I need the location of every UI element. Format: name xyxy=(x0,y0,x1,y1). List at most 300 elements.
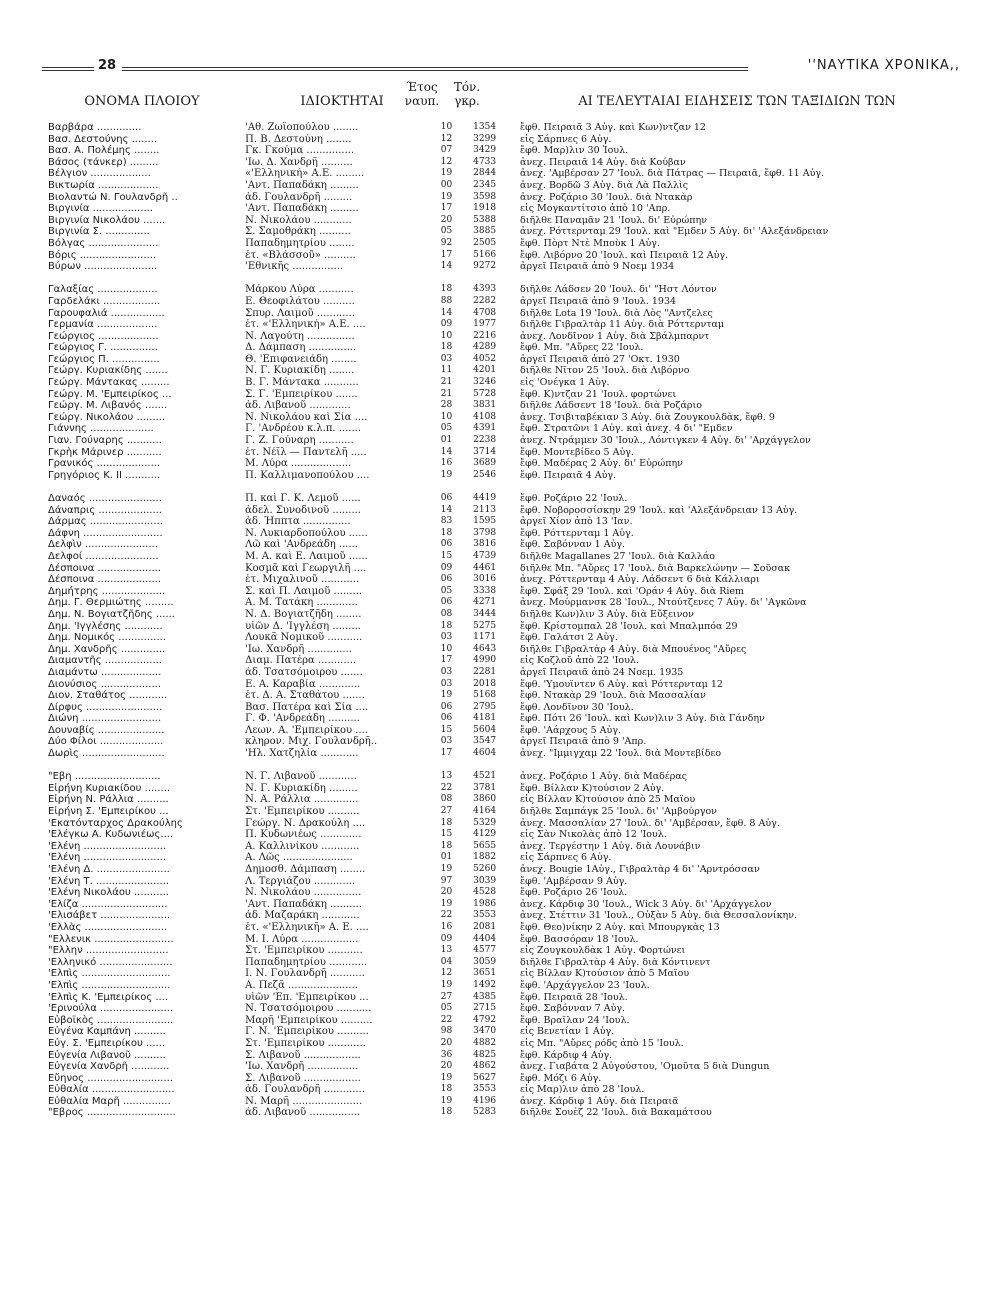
ship-name: Διαμάντω ................... xyxy=(48,666,162,678)
owner-name: Α. Καλλινίκου ............ xyxy=(245,840,360,852)
voyage-news: ἔφθ. Μόζι 6 Αὐγ. xyxy=(520,1072,602,1084)
gross-tons: 1882 xyxy=(473,852,497,863)
year-built: 06 xyxy=(440,701,453,712)
voyage-news: διῆλθε Λάδσεν 20 'Ιουλ. δι' "Ηστ Λόντον xyxy=(520,284,717,296)
ship-name: Δημ. Νομικός ............... xyxy=(48,632,166,644)
year-built: 05 xyxy=(440,423,453,434)
gross-tons: 2345 xyxy=(473,179,497,190)
owner-name: Ν. Νικολάου καὶ Σία .... xyxy=(245,411,368,423)
table-row xyxy=(48,296,978,308)
table-row xyxy=(48,574,978,586)
gross-tons: 3651 xyxy=(473,968,497,979)
year-built: 14 xyxy=(440,446,453,457)
table-row xyxy=(48,377,978,389)
ship-name: Εὐγενία Λιβανοῦ .......... xyxy=(48,1049,166,1061)
gross-tons: 2281 xyxy=(473,666,497,677)
owner-name: Ν. Λαγούτη ............... xyxy=(245,330,355,342)
voyage-news: ἀνεχ. Ροζάριο 30 'Ιουλ. διὰ Ντακὰρ xyxy=(520,191,693,203)
voyage-news: εἰς 'Ονέγκα 1 Αὐγ. xyxy=(520,377,610,389)
year-built: 19 xyxy=(440,898,453,909)
ship-name: Γεώργ. Μάντακας ......... xyxy=(48,377,170,389)
year-built: 19 xyxy=(440,469,453,480)
gross-tons: 3059 xyxy=(473,956,497,967)
gross-tons: 4792 xyxy=(473,1014,497,1025)
owner-name: Μαρῆ 'Εμπειρίκου .......... xyxy=(245,1014,373,1026)
gross-tons: 4129 xyxy=(473,829,497,840)
gross-tons: 4391 xyxy=(473,423,497,434)
year-built: 27 xyxy=(440,991,453,1002)
gross-tons: 4385 xyxy=(473,991,497,1002)
ship-name: Γαλαξίας ................... xyxy=(48,284,158,296)
voyage-news: ἀνεχ. Ροζάριο 1 Αὐγ. διὰ Μαδέρας xyxy=(520,771,688,783)
table-row xyxy=(48,261,978,273)
owner-name: 'Ιω. Χανδρῆ .............. xyxy=(245,643,352,655)
ship-name: 'Ελλὰς .......................... xyxy=(48,921,168,933)
voyage-news: ἀργεῖ Πειραιᾶ ἀπὸ 9 'Ιουλ. 1934 xyxy=(520,295,677,307)
table-row xyxy=(48,505,978,517)
gross-tons: 3338 xyxy=(473,585,497,596)
voyage-news: ἔφθ. Πὸρτ Ντὲ Μποὺκ 1 Αὐγ. xyxy=(520,237,660,249)
voyage-news: ἔφθ. 'Αμβέρσαν 9 Αὐγ. xyxy=(520,875,628,887)
owner-name: Σ. Σαμοθράκη .......... xyxy=(245,226,351,238)
voyage-news: ἔφθ. Μπ. "Αὔρες 22 'Ιουλ. xyxy=(520,342,644,354)
ship-name: Εὐγενία Χανδρῆ ............ xyxy=(48,1061,170,1073)
year-built: 12 xyxy=(440,968,453,979)
voyage-news: εἰς Βίλλαν Κ)τούσιον ἀπὸ 5 Μαΐου xyxy=(520,968,690,980)
gross-tons: 4201 xyxy=(473,365,497,376)
owner-name: Μ. Λύρα ................... xyxy=(245,458,352,470)
year-built: 06 xyxy=(440,539,453,550)
year-built: 20 xyxy=(440,214,453,225)
owner-name: Σ. Γ. 'Εμπειρίκου ....... xyxy=(245,388,358,400)
gross-tons: 4528 xyxy=(473,887,497,898)
table-row xyxy=(48,771,978,783)
gross-tons: 3444 xyxy=(473,608,497,619)
year-built: 92 xyxy=(440,237,453,248)
owner-name: Ν. Νικολάου ............... xyxy=(245,887,362,899)
table-row xyxy=(48,864,978,876)
gross-tons: 5168 xyxy=(473,690,497,701)
year-built: 17 xyxy=(440,748,453,759)
table-row xyxy=(48,945,978,957)
gross-tons: 3781 xyxy=(473,782,497,793)
voyage-news: ἀνεχ. Ρόττερνταμ 29 'Ιουλ. καὶ "Εμδεν 5 Αὐγ. δι' 'Αλεξάνδρειαν xyxy=(520,226,829,238)
ship-name: Βέλγιον ................... xyxy=(48,168,151,180)
voyage-news: ἀνεχ. Μούρμανσκ 28 'Ιουλ., Ντούτζενες 7 Αὐγ. δι' 'Αγκῶνα xyxy=(520,597,807,609)
voyage-news: διῆλθε Lota 19 'Ιουλ. διὰ Λὸς "Αντζελες xyxy=(520,307,713,319)
header-latest-news: ΑΙ ΤΕΛΕΥΤΑΙΑΙ ΕΙΔΗΣΕΙΣ ΤΩΝ ΤΑΞΙΔΙΩΝ ΤΩΝ xyxy=(578,94,896,109)
year-built: 06 xyxy=(440,597,453,608)
gross-tons: 4990 xyxy=(473,655,497,666)
ship-name: Εἰρήνη Κυριακίδου ........ xyxy=(48,782,171,794)
table-row xyxy=(48,250,978,262)
ship-name: Δέσποινα .................... xyxy=(48,574,162,586)
year-built: 18 xyxy=(440,284,453,295)
table-row xyxy=(48,1026,978,1038)
voyage-news: ἔφθ. 'Αρχάγγελον 23 'Ιουλ. xyxy=(520,979,650,991)
ship-name: 'Ελένη .......................... xyxy=(48,852,167,864)
ship-name: Βιργινία Νικολάου ....... xyxy=(48,214,166,226)
ship-name: Γαρδελάκι .................. xyxy=(48,295,161,307)
table-row xyxy=(48,331,978,343)
owner-name: ἐτ. Μιχαλινοῦ ............ xyxy=(245,574,360,586)
gross-tons: 3553 xyxy=(473,1084,497,1095)
table-row xyxy=(48,609,978,621)
table-row xyxy=(48,910,978,922)
table-row xyxy=(48,899,978,911)
table-row xyxy=(48,528,978,540)
gross-tons: 2795 xyxy=(473,701,497,712)
owner-name: ἐτ. «'Ελληνική» Α.Ε. .... xyxy=(245,319,366,331)
gross-tons: 3470 xyxy=(473,1026,497,1037)
owner-name: Π. καὶ Γ. Κ. Λεμοῦ ...... xyxy=(245,493,361,504)
ship-name: Γεώργιος Π. ............... xyxy=(48,353,160,365)
ship-name: Βιργινία Σ. .............. xyxy=(48,226,150,238)
table-row xyxy=(48,157,978,169)
voyage-news: ἀνεχ. Τσιβιταβέκιαν 3 Αὐγ. διὰ Ζουγκουλδὰκ, ἔφθ. 9 xyxy=(520,411,775,423)
gross-tons: 4108 xyxy=(473,411,497,422)
voyage-news: ἀνεχ. Βορδῶ 3 Αὐγ. διὰ Λὰ Παλλὶς xyxy=(520,179,689,191)
year-built: 10 xyxy=(440,643,453,654)
voyage-news: διῆλθε Μπ. "Αὔρες 17 'Ιουλ. διὰ Βαρκελώνην — Σοῦσακ xyxy=(520,562,791,574)
owner-name: Παπαδημητρίου ............ xyxy=(245,956,368,968)
year-built: 22 xyxy=(440,910,453,921)
table-row xyxy=(48,1084,978,1096)
gross-tons: 4708 xyxy=(473,307,497,318)
ship-name: Βικτωρία ................... xyxy=(48,179,159,191)
voyage-news: ἔφθ. Κ)ντζαν 21 'Ιουλ. φορτώνει xyxy=(520,388,677,400)
owner-name: 'Αντ. Παπαδάκη ......... xyxy=(245,179,359,191)
gross-tons: 3798 xyxy=(473,527,497,538)
table-row xyxy=(48,192,978,204)
gross-tons: 4577 xyxy=(473,945,497,956)
year-built: 19 xyxy=(440,191,453,202)
ship-name: Γεώργιος ................... xyxy=(48,330,159,342)
ship-name: Εἰρήνη Σ. 'Εμπειρίκου ... xyxy=(48,806,169,818)
ship-name: Εἰρήνη Ν. Ράλλια .......... xyxy=(48,794,169,806)
year-built: 03 xyxy=(440,353,453,364)
ship-name: Βάσος (τάνκερ) ......... xyxy=(48,156,159,168)
ship-name: Εὐθαλία Μαρῆ ............... xyxy=(48,1095,171,1107)
owner-name: Ν. Νικολάου ............ xyxy=(245,214,352,226)
owner-name: Γεώργ. Ν. Δρακούλη .... xyxy=(245,817,366,829)
voyage-news: ἀνεχ. Μασσαλίαν 27 'Ιουλ. δι' 'Αμβέρσαν, ἔφθ. 8 Αὐγ. xyxy=(520,817,780,829)
owner-name: Λεων. Α. 'Εμπειρίκου .... xyxy=(245,724,369,736)
year-built: 06 xyxy=(440,574,453,585)
owner-name: Α. Λῶς ...................... xyxy=(245,852,353,864)
letter-group xyxy=(48,771,978,1119)
table-row xyxy=(48,551,978,563)
ship-name: Δάρμας ....................... xyxy=(48,516,163,528)
ship-name: Δωρὶς .......................... xyxy=(48,748,165,760)
year-built: 01 xyxy=(440,852,453,863)
table-row xyxy=(48,957,978,969)
ship-name: Δύο Φίλοι .................... xyxy=(48,736,164,748)
owner-name: 'Αντ. Παπαδάκη .......... xyxy=(245,898,362,910)
voyage-news: διῆλθε Γιβραλτὰρ 11 Αὐγ. διὰ Ρόττερνταμ xyxy=(520,319,725,331)
year-built: 09 xyxy=(440,319,453,330)
owner-name: Σπυρ. Λαιμοῦ ............ xyxy=(245,307,355,319)
voyage-news: ἔφθ. Λιβόρνο 20 'Ιουλ. καὶ Πειραιᾶ 12 Αὐγ. xyxy=(520,249,729,261)
owner-name: Ν. Λυκιαρδοπούλου ...... xyxy=(245,527,368,539)
table-row xyxy=(48,725,978,737)
gross-tons: 3039 xyxy=(473,875,497,886)
voyage-news: εἰς Σάρπνες 6 Αὐγ. xyxy=(520,133,612,145)
ship-name: Δίρφυς ........................ xyxy=(48,701,163,713)
owner-name: 'Αθ. Ζωϊοπούλου ........ xyxy=(245,122,359,133)
letter-group xyxy=(48,493,978,760)
table-row xyxy=(48,319,978,331)
table-row xyxy=(48,667,978,679)
voyage-news: ἀργεῖ Πειραιᾶ ἀπὸ 24 Νοεμ. 1935 xyxy=(520,666,684,678)
voyage-news: ἀργεῖ Πειραιᾶ ἀπὸ 27 'Οκτ. 1930 xyxy=(520,353,680,365)
table-row xyxy=(48,1107,978,1119)
year-built: 09 xyxy=(440,933,453,944)
voyage-news: διῆλθε Σουὲζ 22 'Ιουλ. διὰ Βακαμάτσου xyxy=(520,1107,712,1119)
owner-name: ἀδ. Γουλανδρῆ ......... xyxy=(245,191,353,203)
ship-name: Γεώργιος Γ. ............... xyxy=(48,342,158,354)
header-ship-name: ΟΝΟΜΑ ΠΛΟΙΟΥ xyxy=(84,94,200,109)
table-row xyxy=(48,644,978,656)
gross-tons: 3714 xyxy=(473,446,497,457)
owner-name: ἀδ. Λιβανοῦ ................ xyxy=(245,1107,361,1119)
owner-name: Μ. Α. καὶ Ε. Λαιμοῦ ...... xyxy=(245,550,368,562)
ship-register-table xyxy=(48,122,978,1131)
ship-name: Δαναός ....................... xyxy=(48,493,162,504)
owner-name: ἀδ. Τσατσόμοιρου ....... xyxy=(245,666,363,678)
voyage-news: διῆλθε Παναμᾶν 21 'Ιουλ. δι' Εὐρώπην xyxy=(520,214,707,226)
ship-name: 'Ελένη .......................... xyxy=(48,840,167,852)
table-row xyxy=(48,922,978,934)
ship-name: 'Ελέγκω Α. Κυδωνιέως.... xyxy=(48,829,174,841)
owner-name: ἀδ. Λιβανοῦ ............. xyxy=(245,400,351,412)
year-built: 03 xyxy=(440,666,453,677)
voyage-news: ἔφθ. Κάρδιφ 4 Αὐγ. xyxy=(520,1049,613,1061)
owner-name: ἐτ. Δ. Α. Σταθάτου ....... xyxy=(245,690,365,702)
year-built: 18 xyxy=(440,1084,453,1095)
table-row xyxy=(48,887,978,899)
gross-tons: 3816 xyxy=(473,539,497,550)
voyage-news: διῆλθε Σαμπάγκ 25 'Ιουλ. δι' 'Αμβούργον xyxy=(520,806,717,818)
table-row xyxy=(48,493,978,505)
owner-name: ἐτ. Νέϊλ — Παντελῆ ..... xyxy=(245,446,367,458)
table-row xyxy=(48,145,978,157)
ship-name: 'Ελένη Νικολάου ........... xyxy=(48,887,169,899)
ship-name: Βιργινία ................... xyxy=(48,203,154,215)
voyage-news: διῆλθε Κων)λιν 3 Αὐγ. διὰ Εὔξεινον xyxy=(520,608,694,620)
gross-tons: 4825 xyxy=(473,1049,497,1060)
year-built: 18 xyxy=(440,527,453,538)
table-row xyxy=(48,134,978,146)
ship-name: Γερμανία ................... xyxy=(48,319,158,331)
table-row xyxy=(48,806,978,818)
owner-name: ἀδ. Ἠππτα ............... xyxy=(245,516,351,528)
table-row xyxy=(48,621,978,633)
voyage-news: ἔφθ. 'Υμουϊντεν 6 Αὐγ. καὶ Ρόττερνταμ 12 xyxy=(520,678,723,690)
gross-tons: 3553 xyxy=(473,910,497,921)
voyage-news: ἀνεχ. Λονδῖνον 1 Αὐγ. διὰ Σβάλμπαρντ xyxy=(520,330,710,342)
gross-tons: 3598 xyxy=(473,191,497,202)
ship-name: 'Ελπὶς ............................ xyxy=(48,979,171,991)
owner-name: 'Ιω. Χανδρῆ ................ xyxy=(245,1061,359,1073)
voyage-news: ἀνεχ. Ρόττερνταμ 4 Αὐγ. Λάδσεντ 6 διὰ Κάλλιαρι xyxy=(520,574,760,586)
owner-name: υἱῶν 'Επ. 'Εμπειρίκου ... xyxy=(245,991,369,1003)
owner-name: Γκ. Γκούμα ............... xyxy=(245,145,355,157)
voyage-news: ἔφθ. Σφάξ 29 'Ιουλ. καὶ 'Οράν 4 Αὐγ. διὰ Riem xyxy=(520,585,745,597)
gross-tons: 5728 xyxy=(473,388,497,399)
ship-name: 'Ελληνικό ....................... xyxy=(48,956,173,968)
voyage-news: ἔφθ. Λονδῖνον 30 'Ιουλ. xyxy=(520,701,634,713)
ship-name: 'Εκατόνταρχος Δρακούλης xyxy=(48,817,183,829)
ship-name: Εὐθαλία .......................... xyxy=(48,1084,175,1096)
gross-tons: 2546 xyxy=(473,469,497,480)
owner-name: Ν. Μαρῆ ...................... xyxy=(245,1095,363,1107)
table-row xyxy=(48,563,978,575)
page-number: 28 xyxy=(98,58,117,73)
gross-tons: 9272 xyxy=(473,261,497,272)
gross-tons: 5655 xyxy=(473,840,497,851)
ship-name: "Εβρος ............................ xyxy=(48,1107,176,1119)
voyage-news: ἔφθ. Βίλλαν Κ)τούσιον 2 Αὐγ. xyxy=(520,782,665,794)
year-built: 15 xyxy=(440,724,453,735)
gross-tons: 1986 xyxy=(473,898,497,909)
table-row xyxy=(48,852,978,864)
owner-name: Γ. Ζ. Γούναρη ........... xyxy=(245,435,354,447)
owner-name: ἐτ. «'Ελληνικῆ» Α. Ε. .... xyxy=(245,921,369,933)
gross-tons: 2282 xyxy=(473,295,497,306)
year-built: 12 xyxy=(440,133,453,144)
voyage-news: ἔφθ. Μαδέρας 2 Αὐγ. δι' Εὐρώπην xyxy=(520,458,683,470)
owner-name: Ν. Γ. Λιβανοῦ ............ xyxy=(245,771,357,783)
gross-tons: 5388 xyxy=(473,214,497,225)
table-row xyxy=(48,516,978,528)
table-row xyxy=(48,968,978,980)
owner-name: 'Ιω. Δ. Χανδρῆ .......... xyxy=(245,156,353,168)
owner-name: Ι. Ν. Γουλανδρῆ ........... xyxy=(245,968,365,980)
table-row xyxy=(48,783,978,795)
gross-tons: 4419 xyxy=(473,493,497,503)
gross-tons: 2715 xyxy=(473,1003,497,1014)
owner-name: Π. Κυδωνιέως ............. xyxy=(245,829,362,841)
ship-name: Γρηγόριος Κ. ΙΙ ........... xyxy=(48,469,161,481)
gross-tons: 4882 xyxy=(473,1037,497,1048)
voyage-news: εἰς Μαρ)λιν ἀπὸ 28 'Ιουλ. xyxy=(520,1084,645,1096)
table-row xyxy=(48,934,978,946)
voyage-news: ἀνεχ. Κάρδιφ 1 Αὐγ. διὰ Πειραιᾶ xyxy=(520,1095,679,1107)
year-built: 05 xyxy=(440,585,453,596)
ship-name: Βύρων ....................... xyxy=(48,261,158,273)
table-row xyxy=(48,412,978,424)
owner-name: Ν. Γ. Κυριακίδη ........ xyxy=(245,365,355,377)
gross-tons: 4521 xyxy=(473,771,497,782)
table-row xyxy=(48,1061,978,1073)
voyage-news: ἔφθ. Μοντεβίδεο 5 Αὐγ. xyxy=(520,446,634,458)
gross-tons: 1354 xyxy=(473,122,497,132)
gross-tons: 3429 xyxy=(473,145,497,156)
voyage-news: ἀργεῖ Πειραιᾶ ἀπὸ 9 Νοεμ 1934 xyxy=(520,261,675,273)
table-row xyxy=(48,470,978,482)
year-built: 05 xyxy=(440,1003,453,1014)
table-row xyxy=(48,586,978,598)
gross-tons: 3885 xyxy=(473,226,497,237)
year-built: 14 xyxy=(440,261,453,272)
journal-title: ''ΝΑΥΤΙΚΑ ΧΡΟΝΙΚΑ,, xyxy=(807,58,960,73)
table-row xyxy=(48,597,978,609)
table-row xyxy=(48,992,978,1004)
year-built: 09 xyxy=(440,562,453,573)
owner-name: Γ. 'Ανδρέου κ.λ.π. ....... xyxy=(245,423,362,435)
voyage-news: ἔφθ. Ροζάριο 26 'Ιουλ. xyxy=(520,887,628,899)
voyage-news: εἰς Βενετίαν 1 Αὐγ. xyxy=(520,1026,615,1038)
owner-name: Δ. Δάμπαση ............... xyxy=(245,342,357,354)
table-row xyxy=(48,818,978,830)
gross-tons: 2018 xyxy=(473,678,497,689)
gross-tons: 1595 xyxy=(473,516,497,527)
voyage-news: ἔφθ. Πειραιᾶ 4 Αὐγ. xyxy=(520,469,617,481)
table-row xyxy=(48,794,978,806)
table-row xyxy=(48,876,978,888)
ship-name: Δουναβίς ..................... xyxy=(48,724,165,736)
voyage-news: ἔφθ. Πειραιᾶ 28 'Ιουλ. xyxy=(520,991,628,1003)
year-built: 04 xyxy=(440,956,453,967)
voyage-news: εἰς Βίλλαν Κ)τούσιον ἀπὸ 25 Μαΐου xyxy=(520,794,696,806)
gross-tons: 2505 xyxy=(473,237,497,248)
gross-tons: 3246 xyxy=(473,377,497,388)
ship-name: Δημ. Γ. Θερμιώτης ......... xyxy=(48,597,174,609)
year-built: 83 xyxy=(440,516,453,527)
owner-name: ἐτ. «Βλάσσοῦ» .......... xyxy=(245,249,356,261)
ship-name: Εὔηνος ........................... xyxy=(48,1072,174,1084)
table-row xyxy=(48,458,978,470)
owner-name: Λουκᾶ Νομικοῦ ........... xyxy=(245,632,363,644)
gross-tons: 4196 xyxy=(473,1095,497,1106)
ship-name: Γιάννης .................... xyxy=(48,423,154,435)
gross-tons: 3547 xyxy=(473,736,497,747)
ship-name: Γκρὴκ Μάρινερ ........... xyxy=(48,446,162,458)
year-built: 22 xyxy=(440,782,453,793)
gross-tons: 5329 xyxy=(473,817,497,828)
voyage-news: ἔφθ. Πότι 26 'Ιουλ. καὶ Κων)λιν 3 Αὐγ. διὰ Γάνδην xyxy=(520,713,765,725)
year-built: 20 xyxy=(440,1061,453,1072)
ship-name: 'Ελπὶς Κ. 'Εμπειρίκος .... xyxy=(48,991,169,1003)
ship-name: Διον. Σταθάτος ............ xyxy=(48,690,168,702)
ship-name: Βόλγας ...................... xyxy=(48,237,159,249)
owner-name: Στ. 'Εμπειρίκου .......... xyxy=(245,806,360,818)
ship-name: Γεώργ. Νικολάου ......... xyxy=(48,411,166,423)
year-built: 08 xyxy=(440,794,453,805)
year-built: 27 xyxy=(440,806,453,817)
ship-name: 'Ελένη Τ. ....................... xyxy=(48,875,170,887)
voyage-news: ἔφθ. Βασσόραν 18 'Ιουλ. xyxy=(520,933,639,945)
year-built: 28 xyxy=(440,400,453,411)
voyage-news: ἔφθ. Γαλάτσι 2 Αὐγ. xyxy=(520,632,618,644)
voyage-news: διῆλθε Γιβραλτὰρ 4 Αὐγ. διὰ Μπουένος "Αὔρες xyxy=(520,643,747,655)
owner-name: Στ. 'Εμπειρίκου ............ xyxy=(245,1037,366,1049)
voyage-news: ἔφθ. Σαβόνναν 1 Αὐγ. xyxy=(520,539,626,551)
owner-name: Δημοσθ. Δάμπαση ........ xyxy=(245,864,366,875)
year-built: 12 xyxy=(440,156,453,167)
voyage-news: διῆλθε Νῖτον 25 'Ιουλ. διὰ Λιβόρνο xyxy=(520,365,690,377)
voyage-news: ἔφθ. Θεο)νίκην 2 Αὐγ. καὶ Μπουργκὰς 13 xyxy=(520,921,720,933)
voyage-news: ἔφθ. Ντακὰρ 29 'Ιουλ. διὰ Μασσαλίαν xyxy=(520,690,706,702)
year-built: 19 xyxy=(440,979,453,990)
voyage-news: διῆλθε Λάδσεντ 18 'Ιουλ. διὰ Ροζάριο xyxy=(520,400,702,412)
year-built: 01 xyxy=(440,435,453,446)
table-row xyxy=(48,980,978,992)
year-built: 21 xyxy=(440,377,453,388)
gross-tons: 5260 xyxy=(473,864,497,874)
year-built: 17 xyxy=(440,655,453,666)
